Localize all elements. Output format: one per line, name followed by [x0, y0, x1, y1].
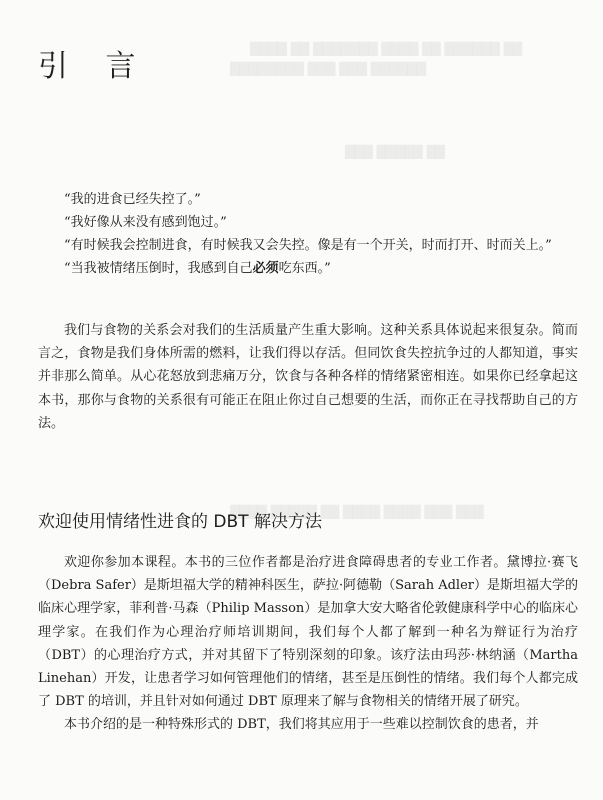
chapter-title: 引 言 — [38, 49, 150, 84]
intro-section — [38, 319, 578, 435]
quote-line: “有时候我会控制进食，有时候我又会失控。像是有一个开关，时而打开、时而关上。” — [64, 238, 552, 253]
quote-text: 吃东西。” — [278, 261, 331, 276]
quote-line-emphasis — [38, 257, 578, 280]
body-paragraph: 欢迎你参加本课程。本书的三位作者都是治疗进食障碍患者的专业工作者。黛博拉·赛飞（Debra Safer）是斯坦福大学的精神科医生，萨拉·阿德勒（Sarah Adler）是斯坦福大学的临床心理学家，菲利普·马森（Philip Masson）是加拿大安大略省伦敦健康科学中心的临床心理学家。在我们作为心理治疗师培训期间，我们每个人都了解到一种名为辩证行为治疗（DBT）的心理治疗方式，并对其留下了特别深刻的印象。该疗法由玛莎·林纳涵（Martha Linehan）开发，让患者学习如何管理他们的情绪，甚至是压倒性的情绪。我们每个人都完成了 DBT 的培训，并且针对如何通过 DBT 原理来了解与食物相关的情绪开展了研究。 — [38, 555, 578, 710]
quote-text: “当我被情绪压倒时，我感到自己 — [64, 261, 253, 276]
body-paragraph: 本书介绍的是一种特殊形式的 DBT，我们将其应用于一些难以控制饮食的患者，并 — [64, 717, 539, 733]
bleed-through-shadow: ████████ ███ ███ ██████ — [230, 62, 427, 76]
quote-line: “我的进食已经失控了。” — [64, 192, 201, 207]
section-heading: 欢迎使用情绪性进食的 DBT 解决方法 — [38, 512, 322, 532]
quote-line: “我好像从来没有感到饱过。” — [64, 215, 227, 230]
section-body — [38, 551, 578, 737]
bleed-through-shadow: ████ ██ ███████ ████ ██ ██████ ██ — [250, 42, 523, 56]
bleed-through-shadow: ████ █████ ██ ████ ████ ███ ███ — [230, 505, 484, 519]
opening-quotes — [38, 188, 578, 280]
intro-paragraph: 我们与食物的关系会对我们的生活质量产生重大影响。这种关系具体说起来很复杂。简而言之，食物是我们身体所需的燃料，让我们得以存活。但同饮食失控抗争过的人都知道，事实并非那么简单。从心花怒放到悲痛万分，饮食与各种各样的情绪紧密相连。如果你已经拿起这本书，那你与食物的关系很有可能正在阻止你过自己想要的生活，而你正在寻找帮助自己的方法。 — [38, 323, 578, 431]
bleed-through-shadow: ███ █████ ██ — [345, 145, 445, 159]
emphasis-word: 必须 — [252, 261, 279, 276]
